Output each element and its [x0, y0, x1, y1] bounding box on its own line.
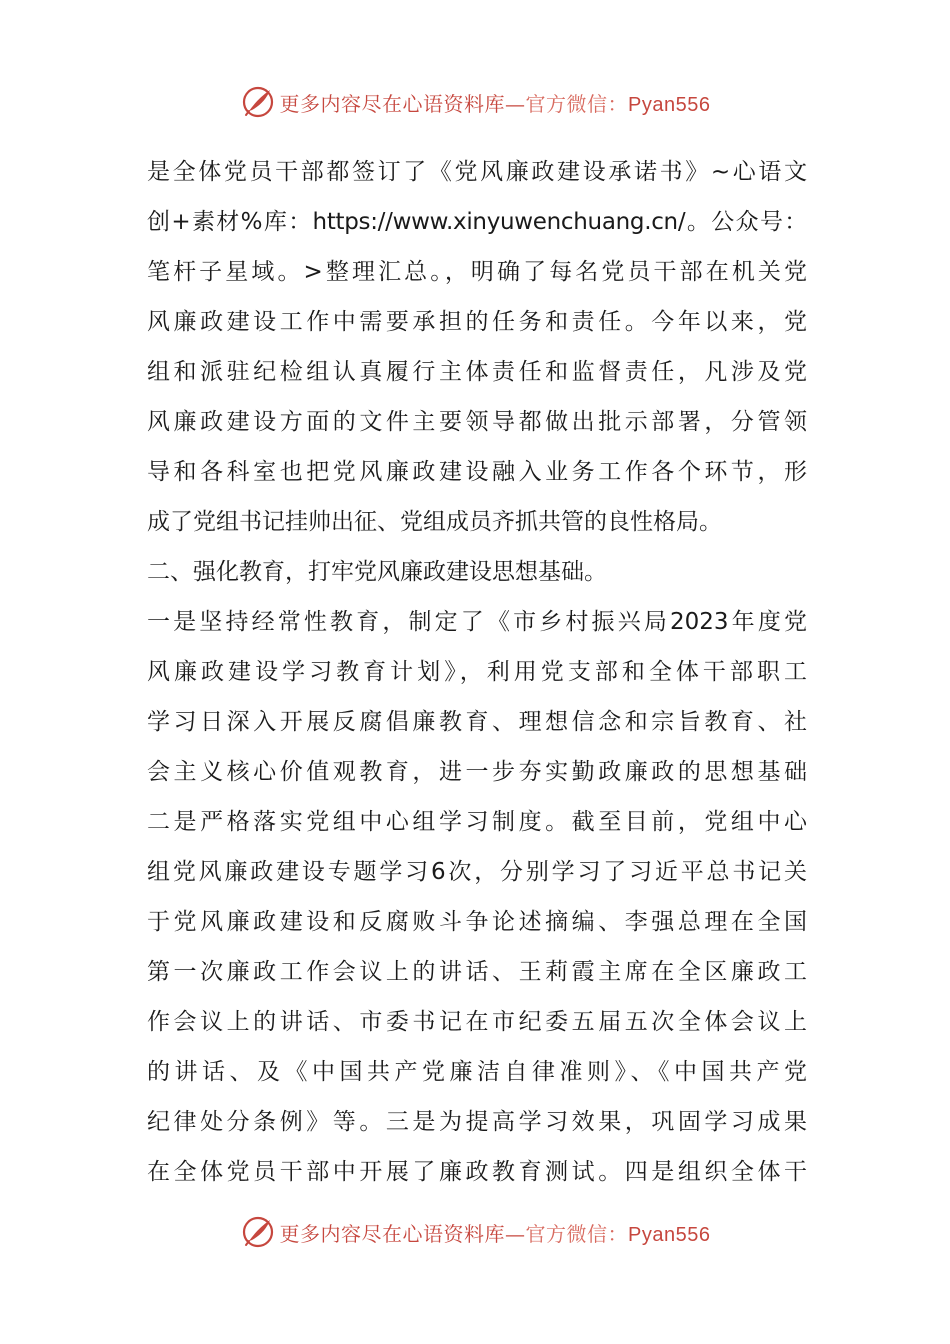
text-line: 学习日深入开展反腐倡廉教育、理想信念和宗旨教育、社	[147, 709, 807, 735]
footer-banner-wechat-label: 官方微信：	[525, 1221, 629, 1246]
footer-banner-wechat-id: Pyan556	[628, 1223, 711, 1246]
text-line: 在全体党员干部中开展了廉政教育测试。四是组织全体干	[147, 1159, 807, 1185]
header-banner-wechat-label: 官方微信：	[525, 91, 629, 116]
text-line: 的讲话、及《中国共产党廉洁自律准则》、《中国共产党	[147, 1059, 807, 1085]
text-line: 纪律处分条例》等。三是为提高学习效果，巩固学习成果	[147, 1109, 807, 1135]
text-line: 二是严格落实党组中心组学习制度。截至目前，党组中心	[147, 809, 807, 835]
footer-banner-main: 更多内容尽在心语资料库	[279, 1221, 506, 1246]
text-line: 成了党组书记挂帅出征、党组成员齐抓共管的良性格局。	[147, 509, 722, 535]
text-line: 是全体党员干部都签订了《党风廉政建设承诺书》~心语文	[147, 159, 807, 185]
footer-banner-dash: —	[505, 1221, 526, 1246]
header-banner-wechat-id: Pyan556	[628, 93, 711, 116]
text-line: 导和各科室也把党风廉政建设融入业务工作各个环节，形	[147, 459, 807, 485]
text-line: 一是坚持经常性教育，制定了《市乡村振兴局2023年度党	[147, 609, 807, 635]
text-line: 风廉政建设方面的文件主要领导都做出批示部署，分管领	[147, 409, 807, 435]
header-banner	[0, 82, 950, 122]
section-heading: 二、强化教育，打牢党风廉政建设思想基础。	[147, 559, 607, 585]
header-banner-dash: —	[505, 91, 526, 116]
text-line: 风廉政建设工作中需要承担的任务和责任。今年以来，党	[147, 309, 807, 335]
header-banner-text	[280, 88, 711, 117]
footer-banner	[0, 1212, 950, 1252]
text-line: 会主义核心价值观教育，进一步夯实勤政廉政的思想基础	[147, 759, 807, 785]
quill-logo-icon	[240, 84, 276, 120]
text-line: 笔杆子星域。>整理汇总。，明确了每名党员干部在机关党	[147, 259, 807, 285]
text-line: 组党风廉政建设专题学习6次，分别学习了习近平总书记关	[147, 859, 807, 885]
text-line: 组和派驻纪检组认真履行主体责任和监督责任，凡涉及党	[147, 359, 807, 385]
text-line: 作会议上的讲话、市委书记在市纪委五届五次全体会议上	[147, 1009, 807, 1035]
footer-banner-text	[280, 1218, 711, 1247]
document-body	[147, 147, 807, 1197]
text-line: 创+素材%库：https://www.xinyuwenchuang.cn/。公众号：	[147, 209, 807, 235]
text-line: 第一次廉政工作会议上的讲话、王莉霞主席在全区廉政工	[147, 959, 807, 985]
text-line: 于党风廉政建设和反腐败斗争论述摘编、李强总理在全国	[147, 909, 807, 935]
quill-logo-icon	[240, 1214, 276, 1250]
header-banner-main: 更多内容尽在心语资料库	[279, 91, 506, 116]
text-line: 风廉政建设学习教育计划》，利用党支部和全体干部职工	[147, 659, 807, 685]
